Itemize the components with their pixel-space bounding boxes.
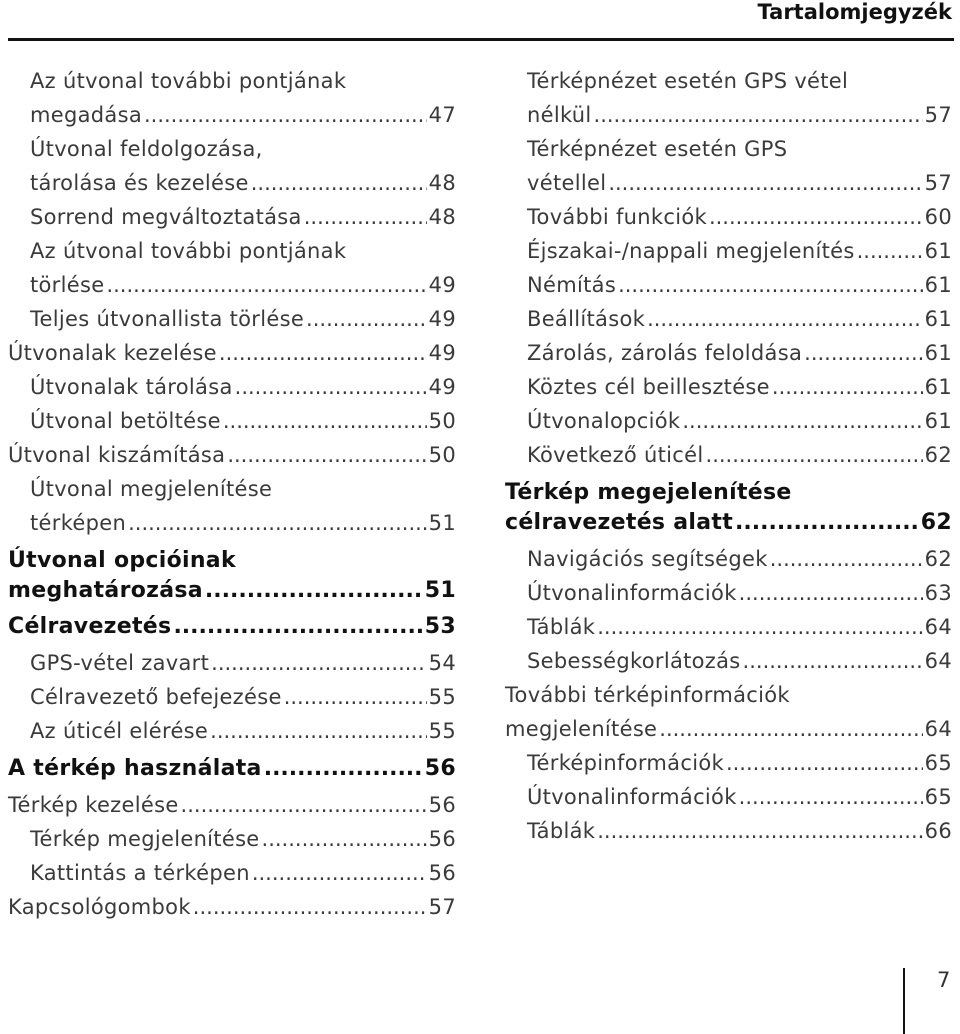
toc-entry-page: 55 <box>428 685 456 709</box>
toc-entry-title: Köztes cél beillesztése <box>527 375 770 399</box>
toc-entry-title: Következő úticél <box>527 443 704 467</box>
toc-entry-title: Némítás <box>527 273 617 297</box>
toc-entry-title: törlése <box>30 273 105 297</box>
toc-entry-page: 64 <box>924 717 952 741</box>
toc-entry[interactable] <box>505 780 952 814</box>
page-number: 7 <box>937 968 951 992</box>
toc-dot-leader <box>106 268 426 302</box>
toc-entry-page: 56 <box>428 793 456 817</box>
toc-entry-page: 61 <box>924 375 952 399</box>
toc-entry-title: Célravezetés <box>8 614 172 639</box>
toc-entry[interactable] <box>505 404 952 438</box>
toc-dot-leader <box>857 234 923 268</box>
toc-entry-title: Sorrend megváltoztatása <box>30 205 302 229</box>
toc-entry-title: Az útvonal további pontjának <box>30 69 347 93</box>
toc-entry-title: Célravezető befejezése <box>30 685 282 709</box>
toc-entry-page: 51 <box>424 578 456 603</box>
page-title: Tartalomjegyzék <box>757 0 952 24</box>
toc-entry[interactable] <box>505 542 952 576</box>
toc-entry-page: 60 <box>924 205 952 229</box>
toc-entry-page: 50 <box>428 443 456 467</box>
toc-entry-title: Térképnézet esetén GPS vétel <box>527 69 849 93</box>
toc-entry-title: Útvonalak kezelése <box>8 341 217 365</box>
toc-entry[interactable] <box>8 336 456 370</box>
toc-entry-page: 56 <box>428 861 456 885</box>
toc-entry[interactable] <box>8 472 456 540</box>
toc-dot-leader <box>219 336 427 370</box>
toc-entry-title: Sebességkorlátozás <box>527 649 741 673</box>
toc-dot-leader <box>128 506 427 540</box>
header-divider <box>8 38 954 41</box>
toc-entry-title: Térkép megejelenítése <box>505 480 792 505</box>
toc-entry-title: Útvonalak tárolása <box>30 375 233 399</box>
toc-entry-page: 54 <box>428 651 456 675</box>
toc-dot-leader <box>252 856 427 890</box>
toc-entry[interactable] <box>8 302 456 336</box>
toc-entry[interactable] <box>505 132 952 200</box>
toc-dot-leader <box>618 268 923 302</box>
toc-entry-page: 56 <box>428 827 456 851</box>
toc-entry-page: 51 <box>428 511 456 535</box>
toc-entry[interactable] <box>8 680 456 714</box>
toc-entry-title: Teljes útvonallista törlése <box>30 307 305 331</box>
toc-entry[interactable] <box>8 646 456 680</box>
toc-entry[interactable] <box>505 234 952 268</box>
toc-entry-title: Kattintás a térképen <box>30 861 250 885</box>
toc-dot-leader <box>739 780 923 814</box>
toc-dot-leader <box>647 302 923 336</box>
toc-dot-leader <box>597 814 922 848</box>
toc-entry-title: A térkép használata <box>8 756 262 781</box>
toc-entry[interactable] <box>8 200 456 234</box>
toc-entry-title: Éjszakai-/nappali megjelenítés <box>527 239 855 263</box>
toc-entry-page: 49 <box>428 273 456 297</box>
toc-entry-title: Útvonalinformációk <box>527 581 737 605</box>
toc-dot-leader <box>706 438 923 472</box>
toc-entry[interactable] <box>505 644 952 678</box>
toc-dot-leader <box>306 302 427 336</box>
toc-entry-page: 61 <box>924 273 952 297</box>
toc-entry[interactable] <box>505 438 952 472</box>
toc-entry-title: Útvonalinformációk <box>527 785 737 809</box>
toc-entry-title: tárolása és kezelése <box>30 171 249 195</box>
toc-entry-title: célravezetés alatt <box>505 510 734 535</box>
toc-dot-leader <box>235 370 427 404</box>
toc-dot-leader <box>608 166 922 200</box>
toc-entry-page: 65 <box>924 785 952 809</box>
toc-entry[interactable] <box>8 822 456 856</box>
toc-entry-page: 64 <box>924 649 952 673</box>
toc-entry-title: Útvonal opcióinak <box>8 548 236 573</box>
toc-entry[interactable] <box>8 856 456 890</box>
toc-entry-page: 49 <box>428 307 456 331</box>
toc-entry-title: Beállítások <box>527 307 646 331</box>
toc-dot-leader <box>682 404 922 438</box>
toc-entry-title: Térképinformációk <box>527 751 724 775</box>
toc-dot-leader <box>770 542 923 576</box>
toc-entry-title: térképen <box>30 511 127 535</box>
toc-entry[interactable] <box>8 754 456 784</box>
toc-entry-page: 63 <box>924 581 952 605</box>
toc-dot-leader <box>205 576 423 606</box>
toc-dot-leader <box>223 404 427 438</box>
toc-dot-leader <box>735 508 919 538</box>
toc-entry-title: megadása <box>30 103 142 127</box>
toc-dot-leader <box>251 166 427 200</box>
toc-dot-leader <box>709 200 923 234</box>
toc-column-left <box>8 64 456 924</box>
toc-entry-title: Zárolás, zárolás feloldása <box>527 341 803 365</box>
toc-entry[interactable] <box>8 370 456 404</box>
toc-dot-leader <box>181 788 427 822</box>
toc-entry-page: 55 <box>428 719 456 743</box>
toc-entry[interactable] <box>505 814 952 848</box>
toc-entry-title: Az úticél elérése <box>30 719 209 743</box>
toc-entry-title: Térkép megjelenítése <box>30 827 260 851</box>
toc-entry[interactable] <box>8 234 456 302</box>
toc-dot-leader <box>743 644 923 678</box>
toc-entry[interactable] <box>8 546 456 606</box>
toc-entry[interactable] <box>8 438 456 472</box>
toc-entry-page: 53 <box>424 614 456 639</box>
toc-entry-title: GPS-vétel zavart <box>30 651 210 675</box>
toc-entry-page: 48 <box>428 205 456 229</box>
toc-entry[interactable] <box>505 610 952 644</box>
toc-entry[interactable] <box>505 678 952 746</box>
toc-dot-leader <box>284 680 427 714</box>
toc-entry-page: 61 <box>924 409 952 433</box>
toc-entry-page: 62 <box>924 547 952 571</box>
toc-entry[interactable] <box>8 788 456 822</box>
toc-entry-title: vétellel <box>527 171 607 195</box>
toc-entry-title: További funkciók <box>527 205 707 229</box>
toc-dot-leader <box>210 714 427 748</box>
toc-entry[interactable] <box>505 746 952 780</box>
toc-entry[interactable] <box>505 336 952 370</box>
toc-entry-title: További térképinformációk <box>505 683 790 707</box>
toc-entry-title: Útvonal betöltése <box>30 409 221 433</box>
toc-column-right <box>505 64 952 848</box>
toc-entry-page: 57 <box>924 103 952 127</box>
toc-entry-title: Táblák <box>527 819 596 843</box>
toc-dot-leader <box>173 612 422 642</box>
toc-entry-title: megjelenítése <box>505 717 658 741</box>
toc-entry-title: nélkül <box>527 103 592 127</box>
toc-dot-leader <box>193 890 427 924</box>
toc-entry-title: Az útvonal további pontjának <box>30 239 347 263</box>
toc-entry[interactable] <box>505 478 952 538</box>
toc-entry-page: 57 <box>924 171 952 195</box>
toc-entry[interactable] <box>8 132 456 200</box>
toc-entry-title: Térkép kezelése <box>8 793 179 817</box>
toc-entry-page: 62 <box>920 510 952 535</box>
toc-dot-leader <box>144 98 427 132</box>
toc-entry-page: 61 <box>924 341 952 365</box>
toc-dot-leader <box>726 746 923 780</box>
toc-entry[interactable] <box>505 370 952 404</box>
toc-entry-page: 49 <box>428 341 456 365</box>
toc-entry[interactable] <box>505 64 952 132</box>
toc-entry-title: Navigációs segítségek <box>527 547 768 571</box>
toc-entry[interactable] <box>8 612 456 642</box>
toc-entry-page: 49 <box>428 375 456 399</box>
toc-entry-title: Táblák <box>527 615 596 639</box>
toc-dot-leader <box>304 200 427 234</box>
toc-entry[interactable] <box>505 268 952 302</box>
toc-entry[interactable] <box>505 302 952 336</box>
toc-entry[interactable] <box>8 404 456 438</box>
footer-divider <box>903 968 905 1034</box>
toc-entry-title: meghatározása <box>8 578 203 603</box>
toc-entry-page: 50 <box>428 409 456 433</box>
toc-entry[interactable] <box>505 576 952 610</box>
toc-entry-page: 48 <box>428 171 456 195</box>
toc-dot-leader <box>739 576 923 610</box>
toc-dot-leader <box>594 98 923 132</box>
toc-dot-leader <box>227 438 426 472</box>
toc-dot-leader <box>597 610 922 644</box>
toc-entry-title: Útvonalopciók <box>527 409 681 433</box>
toc-entry-title: Útvonal kiszámítása <box>8 443 226 467</box>
toc-entry-page: 57 <box>428 895 456 919</box>
toc-entry-page: 62 <box>924 443 952 467</box>
toc-entry[interactable] <box>505 200 952 234</box>
toc-entry-page: 66 <box>924 819 952 843</box>
toc-entry-page: 56 <box>424 756 456 781</box>
toc-dot-leader <box>264 754 423 784</box>
toc-dot-leader <box>772 370 923 404</box>
toc-dot-leader <box>804 336 923 370</box>
toc-entry[interactable] <box>8 714 456 748</box>
toc-dot-leader <box>659 712 922 746</box>
toc-entry-page: 65 <box>924 751 952 775</box>
toc-dot-leader <box>211 646 427 680</box>
toc-entry-title: Kapcsológombok <box>8 895 191 919</box>
toc-dot-leader <box>262 822 427 856</box>
toc-entry-page: 61 <box>924 307 952 331</box>
toc-entry-page: 64 <box>924 615 952 639</box>
toc-entry-title: Térképnézet esetén GPS <box>527 137 788 161</box>
toc-entry[interactable] <box>8 890 456 924</box>
toc-entry-title: Útvonal feldolgozása, <box>30 137 263 161</box>
toc-entry-page: 47 <box>428 103 456 127</box>
toc-entry-page: 61 <box>924 239 952 263</box>
toc-entry-title: Útvonal megjelenítése <box>30 477 273 501</box>
toc-entry[interactable] <box>8 64 456 132</box>
